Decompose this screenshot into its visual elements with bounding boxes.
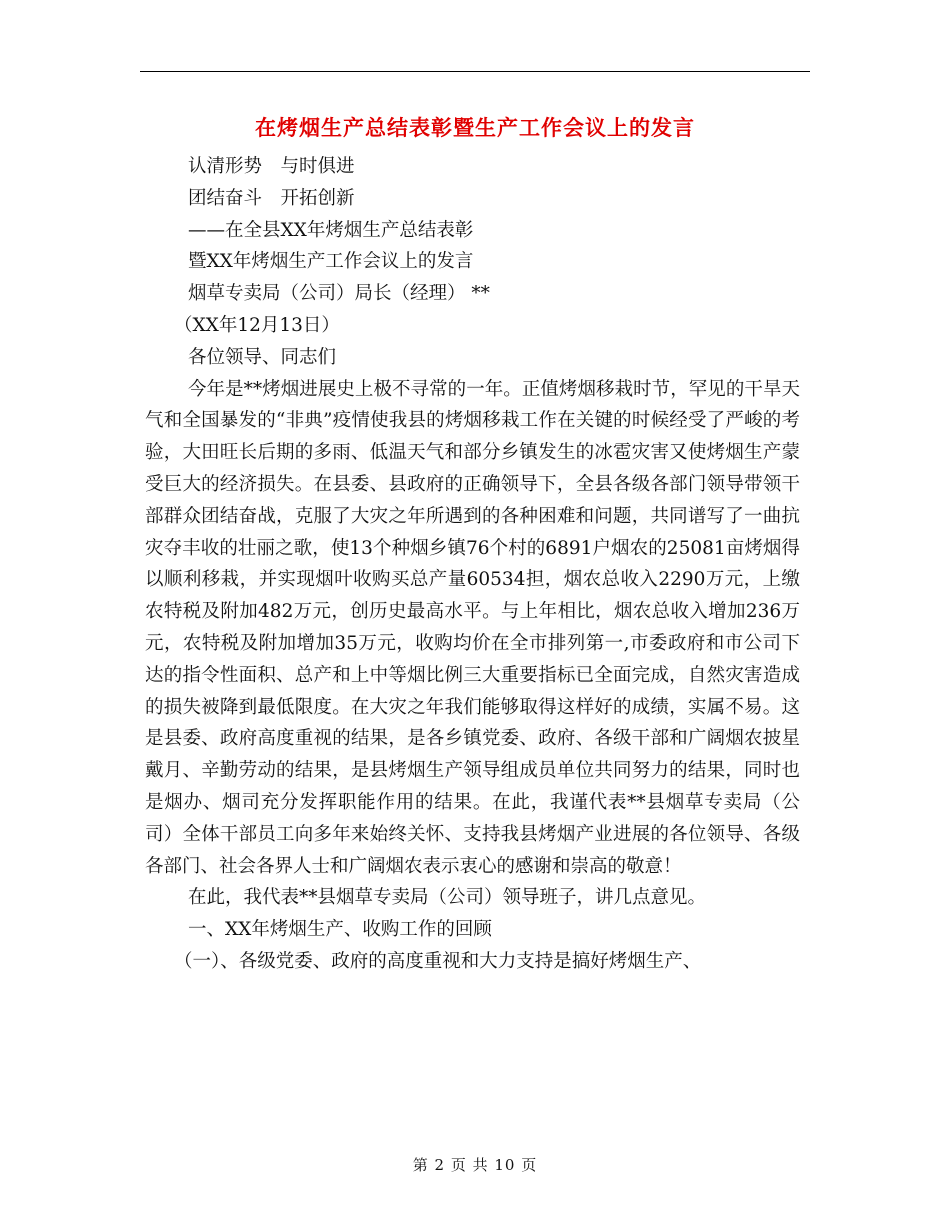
speaker-line: 烟草专卖局（公司）局长（经理） ** [188, 283, 490, 305]
header-rule [140, 71, 810, 72]
subtitle-line-1: 认清形势 与时俱进 [188, 156, 355, 177]
document-body [145, 151, 800, 978]
page-footer: 第 2 页 共 10 页 [412, 1156, 538, 1174]
section-heading-1: 一、XX年烤烟生产、收购工作的回顾 [188, 919, 492, 941]
body-paragraph-1: 今年是**烤烟进展史上极不寻常的一年。正值烤烟移栽时节，罕见的干旱天气和全国暴发的“非典”疫情使我县的烤烟移栽工作在关键的时候经受了严峻的考验，大田旺长后期的多雨、低温天气和部分乡镇发生的冰雹灾害又使烤烟生产蒙受巨大的经济损失。在县委、县政府的正确领导下，全县各级各部门领导带领干部群众团结奋战，克服了大灾之年所遇到的各种困难和问题，共同谱写了一曲抗灾夺丰收的壮丽之歌，使13个种烟乡镇76个村的6891户烟农的25081亩烤烟得以顺利移栽，并实现烟叶收购买总产量60534担，烟农总收入2290万元，上缴农特税及附加482万元，创历史最高水平。与上年相比，烟农总收入增加236万元，农特税及附加增加35万元，收购均价在全市排列第一,市委政府和市公司下达的指令性面积、总产和上中等烟比例三大重要指标已全面完成，自然灾害造成的损失被降到最低限度。在大灾之年我们能够取得这样好的成绩，实属不易。这是县委、政府高度重视的结果，是各乡镇党委、政府、各级干部和广阔烟农披星戴月、辛勤劳动的结果，是县烤烟生产领导组成员单位共同努力的结果，同时也是烟办、烟司充分发挥职能作用的结果。在此，我谨代表**县烟草专卖局（公司）全体干部员工向多年来始终关怀、支持我县烤烟产业进展的各位领导、各级各部门、社会各界人士和广阔烟农表示衷心的感谢和崇高的敬意！ [145, 378, 800, 877]
body-paragraph-2: 在此，我代表**县烟草专卖局（公司）领导班子，讲几点意见。 [188, 887, 707, 909]
subtitle-line-2: 团结奋斗 开拓创新 [188, 187, 355, 209]
subsection-heading-1: （一）、各级党委、政府的高度重视和大力支持是搞好烤烟生产、 [174, 950, 702, 972]
date-line: （XX年12月13日） [174, 314, 340, 336]
subtitle-line-4: 暨XX年烤烟生产工作会议上的发言 [188, 251, 474, 273]
salutation: 各位领导、同志们 [188, 346, 337, 368]
document-title: 在烤烟生产总结表彰暨生产工作会议上的发言 [255, 115, 695, 140]
subtitle-line-3: ——在全县XX年烤烟生产总结表彰 [188, 219, 474, 241]
